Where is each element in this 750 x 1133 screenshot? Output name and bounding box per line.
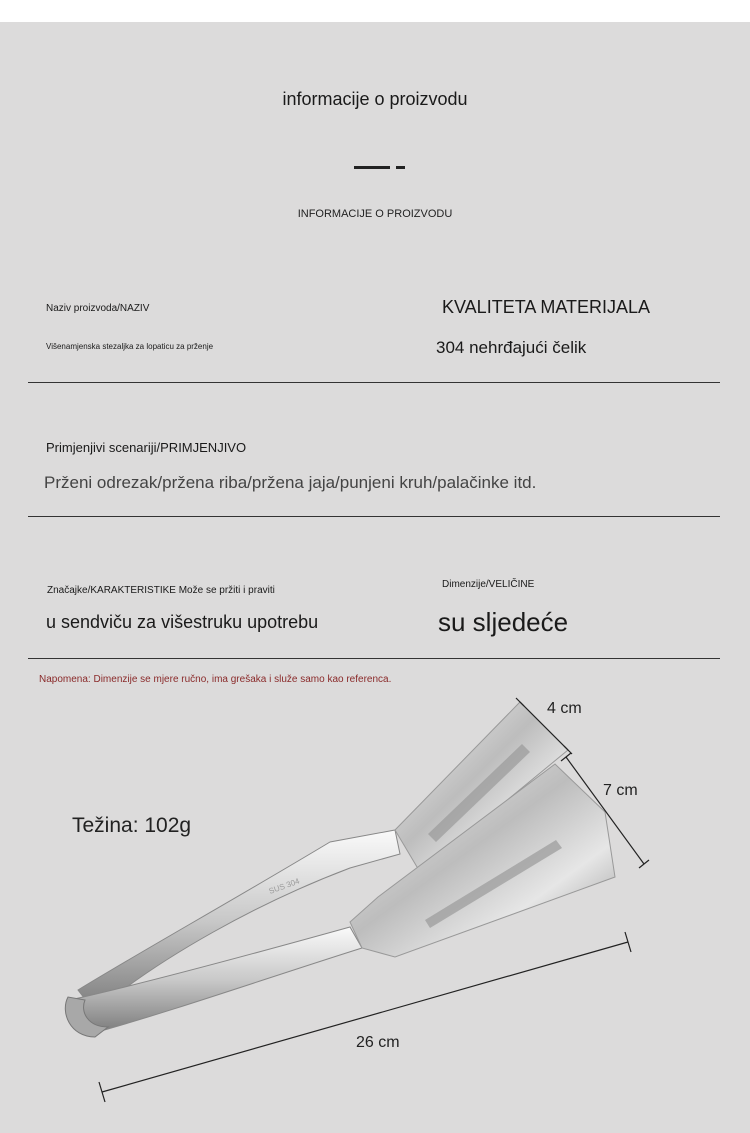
dimensions-value: su sljedeće	[438, 607, 569, 637]
dim-line-26cm	[102, 942, 628, 1092]
scenario-label: Primjenjivi scenariji/PRIMJENJIVO	[46, 440, 247, 455]
dim-label-blade-width: 7 cm	[603, 782, 638, 799]
product-name-label: Naziv proizvoda/NAZIV	[46, 303, 150, 314]
measurement-note: Napomena: Dimenzije se mjere ručno, ima grešaka i služe samo kao referenca.	[39, 674, 392, 685]
features-value: u sendviču za višestruku upotrebu	[46, 612, 319, 632]
scenario-value: Prženi odrezak/pržena riba/pržena jaja/punjeni kruh/palačinke itd.	[44, 473, 537, 492]
product-info-page	[0, 22, 750, 1133]
product-name-value: Višenamjenska stezaljka za lopaticu za prženje	[46, 342, 214, 351]
dim-label-length: 26 cm	[356, 1034, 400, 1051]
engraving-text: SUS 304	[267, 876, 301, 896]
page-title: informacije o proizvodu	[282, 89, 468, 109]
dimensions-label: Dimenzije/VELIČINE	[442, 579, 535, 590]
page-subtitle: INFORMACIJE O PROIZVODU	[297, 208, 453, 220]
dim-label-top-width: 4 cm	[547, 700, 582, 717]
material-label: KVALITETA MATERIJALA	[442, 297, 651, 317]
material-value: 304 nehrđajući čelik	[436, 338, 587, 357]
features-label: Značajke/KARAKTERISTIKE Može se pržiti i praviti	[47, 585, 275, 596]
spatula-tongs-illustration	[0, 22, 750, 1133]
weight-label: Težina: 102g	[72, 814, 192, 837]
